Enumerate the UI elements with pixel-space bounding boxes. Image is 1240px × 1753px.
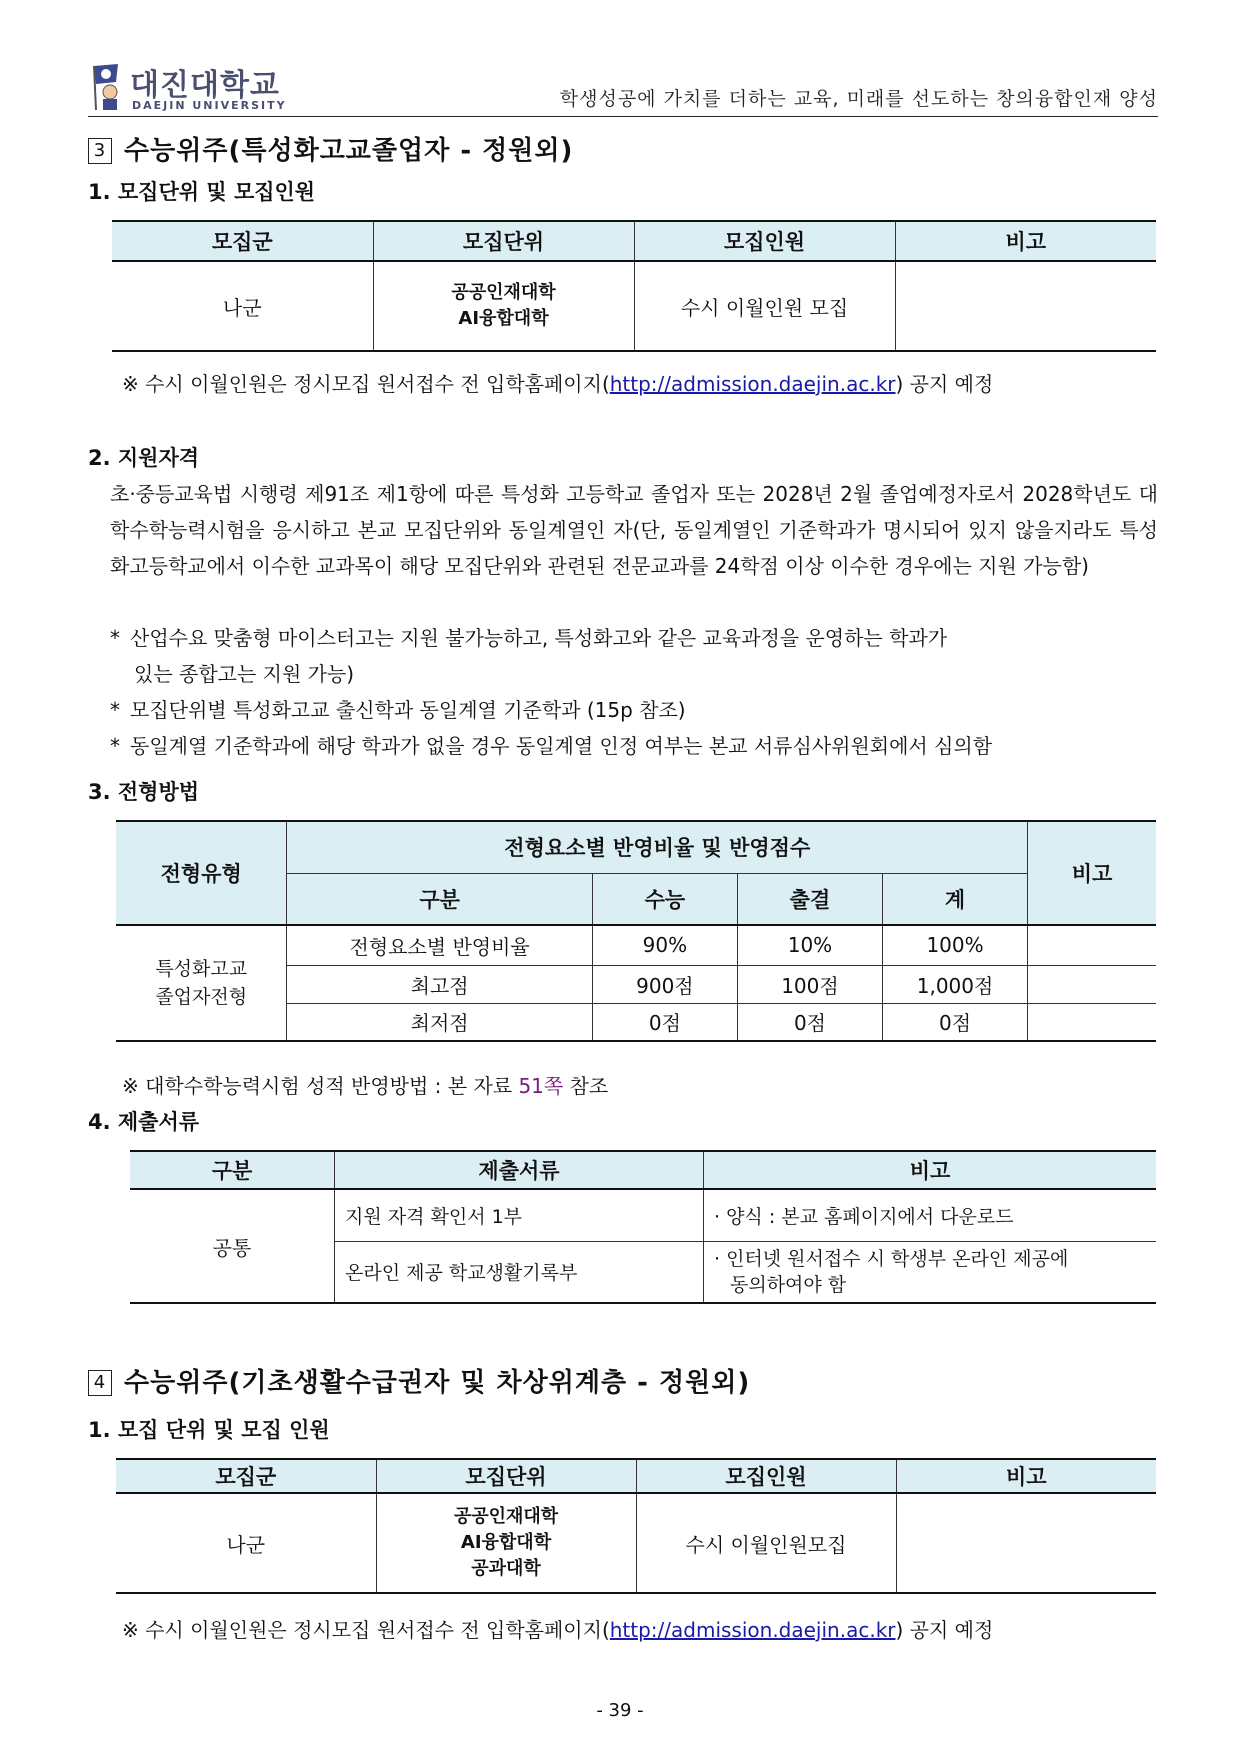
table-header: 수능 [592, 873, 737, 925]
bullet-item: * 산업수요 맞춤형 마이스터고는 지원 불가능하고, 특성화고와 같은 교육과정을 운영하는 학과가 있는 종합고는 지원 가능) [110, 626, 948, 686]
table-header: 비고 [704, 1151, 1157, 1189]
section-number-box: 3 [88, 138, 112, 164]
notice-line [122, 1070, 608, 1099]
unit-name: AI융합대학 [458, 308, 549, 329]
notice-text: ※ 수시 이월인원은 정시모집 원서접수 전 입학홈페이지( [122, 372, 610, 396]
table-cell: 1,000점 [883, 965, 1028, 1003]
page-reference: 51쪽 [518, 1074, 564, 1098]
table-header: 모집인원 [636, 1459, 896, 1493]
section-3-title [88, 130, 573, 167]
table-cell: 전형요소별 반영비율 [287, 925, 592, 965]
remark-cell [1028, 965, 1156, 1003]
selection-method-table [116, 820, 1156, 1042]
recruitment-unit-table [112, 220, 1156, 352]
table-cell: 900점 [592, 965, 737, 1003]
page-number: - 39 - [596, 1700, 644, 1721]
subsection-title: 4. 제출서류 [88, 1110, 200, 1134]
recruit-group-cell: 나군 [112, 261, 373, 351]
table-cell: 100점 [737, 965, 882, 1003]
table-header: 모집인원 [634, 221, 895, 261]
table-cell: 최고점 [287, 965, 592, 1003]
section-number-box: 4 [88, 1370, 112, 1396]
table-header: 구분 [130, 1151, 335, 1189]
table-header: 모집단위 [376, 1459, 636, 1493]
selection-type-cell: 특성화고교 졸업자전형 [116, 925, 287, 1041]
logo-english-text: DAEJIN UNIVERSITY [132, 99, 287, 112]
table-header: 구분 [287, 873, 592, 925]
notice-text: 참조 [563, 1074, 609, 1098]
notice-line [122, 1614, 993, 1643]
table-header: 계 [883, 873, 1028, 925]
unit-name: AI융합대학 [460, 1532, 552, 1553]
mascot-flag-icon [88, 62, 128, 112]
table-header: 비고 [1028, 821, 1156, 925]
section-4-title [88, 1362, 750, 1399]
table-header: 제출서류 [335, 1151, 704, 1189]
table-cell: 90% [592, 925, 737, 965]
eligibility-paragraph: 초·중등교육법 시행령 제91조 제1항에 따른 특성화 고등학교 졸업자 또는 2028년 2월 졸업예정자로서 2028학년도 대학수학능력시험을 응시하고 본교 모집단위와 동일계열인 자(단, 동일계열인 기준학과가 명시되어 있지 않을지라도 특성화고등학교에서 이수한 교과목이 해당 모집단위와 관련된 전문교과를 24학점 이상 이수한 경우에는 지원 가능함) [110, 482, 1158, 578]
bullet-item: * 모집단위별 특성화고교 출신학과 동일계열 기준학과 (15p 참조) [110, 698, 686, 722]
subsection-title: 3. 전형방법 [88, 780, 200, 804]
table-header: 비고 [895, 221, 1156, 261]
table-cell: 10% [737, 925, 882, 965]
recruit-unit-cell [373, 261, 634, 351]
table-header: 모집단위 [373, 221, 634, 261]
doc-remark-cell: · 인터넷 원서접수 시 학생부 온라인 제공에 동의하여야 함 [704, 1241, 1157, 1303]
table-cell: 0점 [883, 1003, 1028, 1041]
table-cell: 0점 [592, 1003, 737, 1041]
admission-link[interactable]: http://admission.daejin.ac.kr [609, 1618, 896, 1642]
recruit-unit-cell [376, 1493, 636, 1593]
remark-cell [1028, 1003, 1156, 1041]
doc-remark-cell: · 양식 : 본교 홈페이지에서 다운로드 [704, 1189, 1157, 1241]
notice-text: ※ 수시 이월인원은 정시모집 원서접수 전 입학홈페이지( [122, 1618, 610, 1642]
table-cell: 최저점 [287, 1003, 592, 1041]
subsection-title: 1. 모집 단위 및 모집 인원 [88, 1418, 330, 1442]
documents-table [130, 1150, 1156, 1304]
table-header: 모집군 [112, 221, 373, 261]
admission-link[interactable]: http://admission.daejin.ac.kr [609, 372, 896, 396]
unit-name: 공공인재대학 [451, 282, 556, 303]
unit-name: 공공인재대학 [453, 1506, 559, 1527]
remark-cell [895, 261, 1156, 351]
recruit-group-cell: 나군 [116, 1493, 376, 1593]
table-header: 전형요소별 반영비율 및 반영점수 [287, 821, 1028, 873]
notice-text: ※ 대학수학능력시험 성적 반영방법 : 본 자료 [122, 1074, 519, 1098]
unit-name: 공과대학 [471, 1558, 541, 1579]
remark-cell [896, 1493, 1156, 1593]
page-header [88, 58, 1158, 117]
table-header: 비고 [896, 1459, 1156, 1493]
doc-group-cell: 공통 [130, 1189, 335, 1303]
table-header: 전형유형 [116, 821, 287, 925]
table-cell: 100% [883, 925, 1028, 965]
subsection-title: 1. 모집단위 및 모집인원 [88, 180, 316, 204]
doc-name-cell: 지원 자격 확인서 1부 [335, 1189, 704, 1241]
notice-text: ) 공지 예정 [895, 372, 994, 396]
subsection-title: 2. 지원자격 [88, 446, 200, 470]
notice-text: ) 공지 예정 [895, 1618, 994, 1642]
header-slogan: 학생성공에 가치를 더하는 교육, 미래를 선도하는 창의융합인재 양성 [559, 88, 1158, 110]
recruit-quota-cell: 수시 이월인원 모집 [634, 261, 895, 351]
table-header: 출결 [737, 873, 882, 925]
notice-line [122, 368, 993, 397]
table-header: 모집군 [116, 1459, 376, 1493]
remark-cell [1028, 925, 1156, 965]
recruitment-unit-table-2 [116, 1458, 1156, 1594]
section-4-title-text: 수능위주(기초생활수급권자 및 차상위계층 - 정원외) [124, 1368, 751, 1398]
section-3-title-text: 수능위주(특성화고교졸업자 - 정원외) [124, 136, 574, 166]
bullet-item: * 동일계열 기준학과에 해당 학과가 없을 경우 동일계열 인정 여부는 본교 서류심사위원회에서 심의함 [110, 734, 993, 758]
doc-name-cell: 온라인 제공 학교생활기록부 [335, 1241, 704, 1303]
university-logo [88, 58, 298, 116]
recruit-quota-cell: 수시 이월인원모집 [636, 1493, 896, 1593]
table-cell: 0점 [737, 1003, 882, 1041]
logo-korean-text: 대진대학교 [130, 68, 280, 103]
